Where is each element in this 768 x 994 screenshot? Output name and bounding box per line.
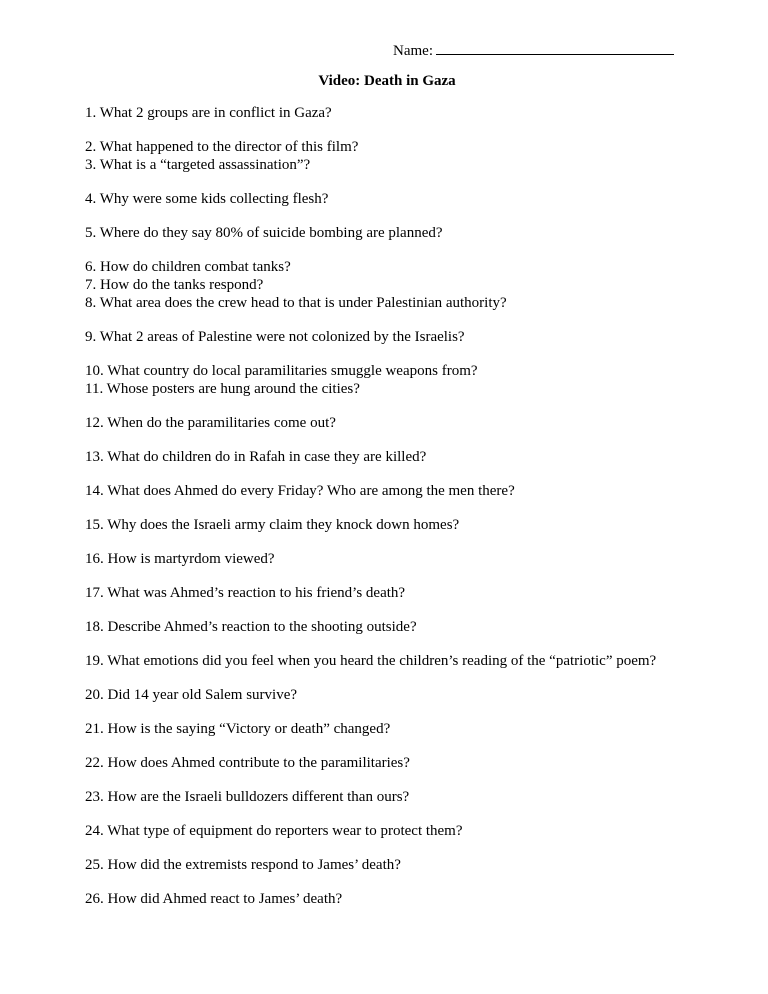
question-20: 20. Did 14 year old Salem survive? [85,687,298,703]
question-9: 9. What 2 areas of Palestine were not colonized by the Israelis? [85,329,465,345]
question-18: 18. Describe Ahmed’s reaction to the shooting outside? [85,619,417,635]
page-title: Video: Death in Gaza [318,73,456,89]
question-19: 19. What emotions did you feel when you heard the children’s reading of the “patriotic” poem? [85,653,657,669]
question-12: 12. When do the paramilitaries come out? [85,415,336,431]
question-11: 11. Whose posters are hung around the cities? [85,381,360,397]
question-4: 4. Why were some kids collecting flesh? [85,191,329,207]
question-3: 3. What is a “targeted assassination”? [85,157,311,173]
question-23: 23. How are the Israeli bulldozers different than ours? [85,789,410,805]
question-6: 6. How do children combat tanks? [85,259,291,275]
question-16: 16. How is martyrdom viewed? [85,551,275,567]
question-13: 13. What do children do in Rafah in case they are killed? [85,449,427,465]
question-24: 24. What type of equipment do reporters wear to protect them? [85,823,463,839]
question-1: 1. What 2 groups are in conflict in Gaza? [85,105,332,121]
name-field[interactable] [393,41,674,60]
question-7: 7. How do the tanks respond? [85,277,264,293]
question-10: 10. What country do local paramilitaries smuggle weapons from? [85,363,478,379]
question-17: 17. What was Ahmed’s reaction to his friend’s death? [85,585,406,601]
question-15: 15. Why does the Israeli army claim they knock down homes? [85,517,460,533]
question-26: 26. How did Ahmed react to James’ death? [85,891,343,907]
name-label: Name: [393,43,433,59]
question-8: 8. What area does the crew head to that is under Palestinian authority? [85,295,507,311]
question-14: 14. What does Ahmed do every Friday? Who are among the men there? [85,483,515,499]
question-2: 2. What happened to the director of this film? [85,139,359,155]
question-25: 25. How did the extremists respond to James’ death? [85,857,401,873]
question-list [85,104,745,908]
question-5: 5. Where do they say 80% of suicide bombing are planned? [85,225,443,241]
question-22: 22. How does Ahmed contribute to the paramilitaries? [85,755,410,771]
name-blank-line[interactable] [436,41,674,55]
question-21: 21. How is the saying “Victory or death” changed? [85,721,391,737]
